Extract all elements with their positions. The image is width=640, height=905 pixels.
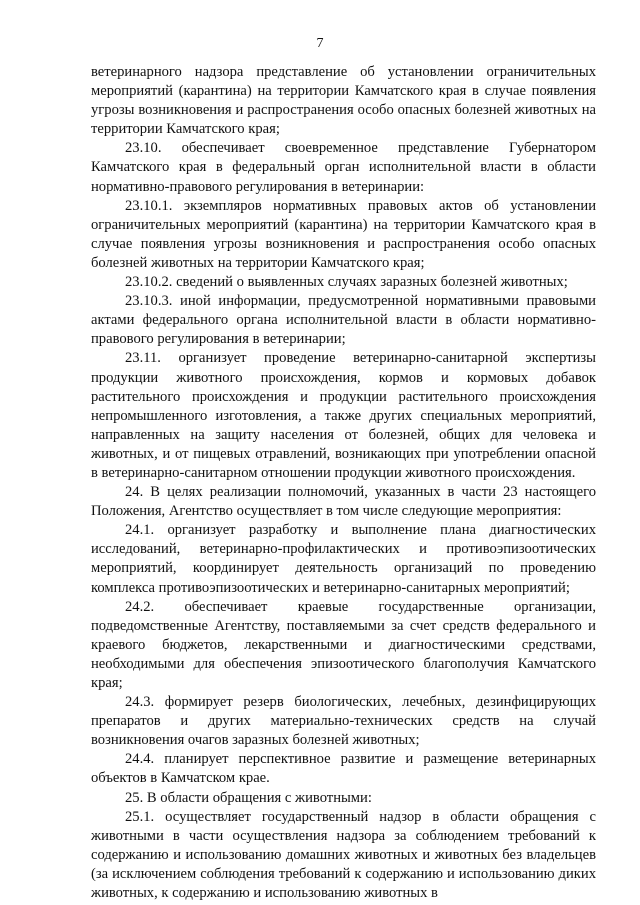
paragraph: 23.10. обеспечивает своевременное представление Губернатором Камчатского края в федеральный орган исполнительной власти в области нормативно-правового регулирования в ветеринарии: xyxy=(91,140,596,195)
paragraph: 23.10.1. экземпляров нормативных правовых актов об установлении ограничительных мероприятий (карантина) на территории Камчатского края в случае появления угрозы возникновения и распространения особо опасных болезней животных на территории Камчатского края; xyxy=(91,197,596,271)
paragraph: 24.1. организует разработку и выполнение плана диагностических исследований, ветеринарно-профилактических и противоэпизоотических мероприятий, координирует деятельность организаций по проведению комплекса противоэпизоотических и ветеринарно-санитарных мероприятий; xyxy=(91,522,596,596)
paragraph: 24. В целях реализации полномочий, указанных в части 23 настоящего Положения, Агентство осуществляет в том числе следующие мероприятия: xyxy=(91,484,596,520)
paragraph: ветеринарного надзора представление об установлении ограничительных мероприятий (карантина) на территории Камчатского края в случае появления угрозы возникновения и распространения особо опасных болезней животных на территории Камчатского края; xyxy=(91,64,596,138)
paragraph: 23.11. организует проведение ветеринарно-санитарной экспертизы продукции животного происхождения, кормов и кормовых добавок растительного происхождения и продукции растительного происхождения непромышленного изготовления, а также других специальных мероприятий, направленных на защиту населения от болезней, общих для человека и животных, и от пищевых отравлений, возникающих при употреблении опасной в ветеринарно-санитарном отношении продукции животного происхождения. xyxy=(91,350,596,481)
paragraph: 24.2. обеспечивает краевые государственные организации, подведомственные Агентству, поставляемыми за счет средств федерального и краевого бюджетов, лекарственными и диагностическими средствами, необходимыми для обеспечения эпизоотического благополучия Камчатского края; xyxy=(91,598,596,691)
paragraph: 23.10.2. сведений о выявленных случаях заразных болезней животных; xyxy=(125,274,568,291)
paragraph: 24.3. формирует резерв биологических, лечебных, дезинфицирующих препаратов и других материально-технических средств на случай возникновения очагов заразных болезней животных; xyxy=(91,694,596,749)
paragraph: 23.10.3. иной информации, предусмотренной нормативными правовыми актами федерального органа исполнительной власти в области нормативно-правового регулирования в ветеринарии; xyxy=(91,293,596,348)
paragraph: 24.4. планирует перспективное развитие и размещение ветеринарных объектов в Камчатском крае. xyxy=(91,751,596,787)
paragraph: 25.1. осуществляет государственный надзор в области обращения с животными в части осуществления надзора за соблюдением требований к содержанию и использованию домашних животных и животных без владельцев (за исключением соблюдения требований к содержанию и использованию диких животных, к содержанию и использованию животных в xyxy=(91,808,596,902)
document-body xyxy=(91,63,596,903)
page-number: 7 xyxy=(316,36,324,51)
paragraph: 25. В области обращения с животными: xyxy=(125,789,372,806)
